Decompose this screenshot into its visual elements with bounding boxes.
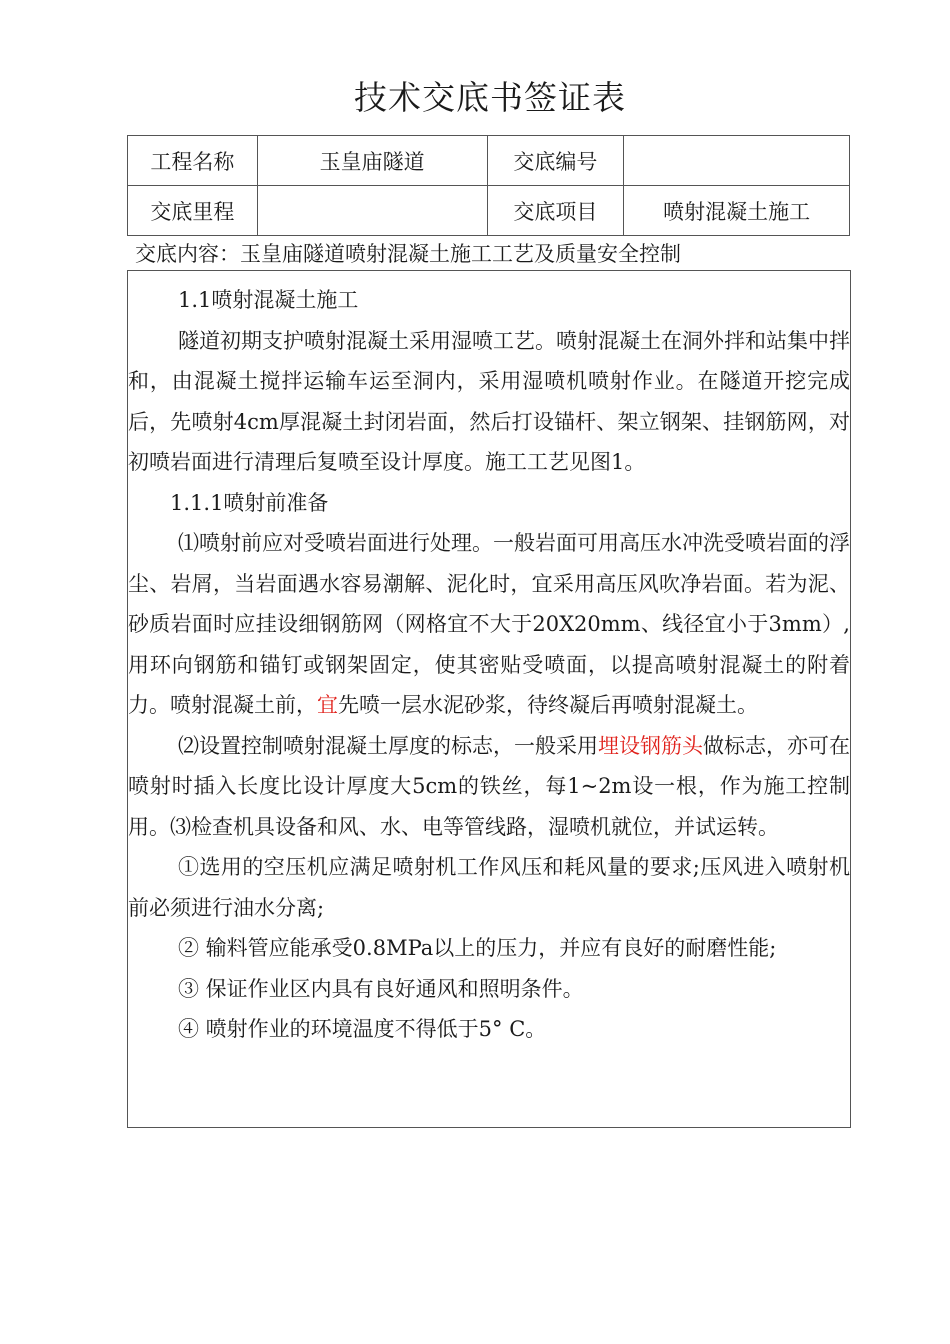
page-title: 技术交底书签证表: [354, 78, 626, 117]
mileage-value: [257, 186, 487, 236]
paragraph: 隧道初期支护喷射混凝土采用湿喷工艺。喷射混凝土在洞外拌和站集中拌和，由混凝土搅拌运输车运至洞内，采用湿喷机喷射作业。在隧道开挖完成后，先喷射4cm厚混凝土封闭岩面，然后打设锚杆、架立钢架、挂钢筋网，对初喷岩面进行清理后复喷至设计厚度。施工工艺见图1。: [128, 328, 850, 474]
paragraph: [128, 726, 850, 848]
list-item: ①选用的空压机应满足喷射机工作风压和耗风量的要求;压风进入喷射机前必须进行油水分离;: [128, 855, 850, 920]
paragraph-text: ⑴喷射前应对受喷岩面进行处理。一般岩面可用高压水冲洗受喷岩面的浮尘、岩屑，当岩面遇水容易潮解、泥化时，宜采用高压风吹净岩面。若为泥、砂质岩面时应挂设细钢筋网（网格宜不大于20X20mm、线径宜小于3mm）,用环向钢筋和锚钉或钢架固定，使其密贴受喷面，以提高喷射混凝土的附着力。喷射混凝土前，: [128, 531, 850, 717]
project-name-label: 工程名称: [128, 136, 258, 186]
paragraph-text: ⑵设置控制喷射混凝土厚度的标志，一般采用: [178, 733, 598, 758]
table-row: [128, 136, 850, 186]
table-row: [128, 186, 850, 236]
subsection-heading: 1.1.1喷射前准备: [170, 490, 329, 515]
item-value: 喷射混凝土施工: [624, 186, 850, 236]
paragraph: [128, 523, 850, 726]
content-body: [128, 280, 850, 1050]
content-label: 交底内容：玉皇庙隧道喷射混凝土施工工艺及质量安全控制: [135, 242, 681, 266]
list-item: ② 输料管应能承受0.8MPa以上的压力，并应有良好的耐磨性能;: [178, 936, 777, 960]
section-heading: 1.1喷射混凝土施工: [178, 288, 359, 312]
code-value: [624, 136, 850, 186]
mileage-label: 交底里程: [128, 186, 258, 236]
highlight-text: 宜: [317, 693, 338, 717]
paragraph-text: 先喷一层水泥砂浆，待终凝后再喷射混凝土。: [338, 693, 758, 717]
paragraph-text: 做标志，亦可在喷射时插入长度比设计厚度大5cm的铁丝，每1~2m设一根，作为施工控制用。⑶检查机具设备和风、水、电等管线路，湿喷机就位，并试运转。: [128, 733, 850, 839]
item-label: 交底项目: [487, 186, 624, 236]
code-label: 交底编号: [487, 136, 624, 186]
info-table: [127, 135, 850, 236]
highlight-text: 埋设钢筋头: [598, 733, 703, 758]
list-item: ③ 保证作业区内具有良好通风和照明条件。: [178, 976, 584, 1001]
list-item: ④ 喷射作业的环境温度不得低于5° C。: [178, 1017, 547, 1041]
project-name-value: 玉皇庙隧道: [257, 136, 487, 186]
